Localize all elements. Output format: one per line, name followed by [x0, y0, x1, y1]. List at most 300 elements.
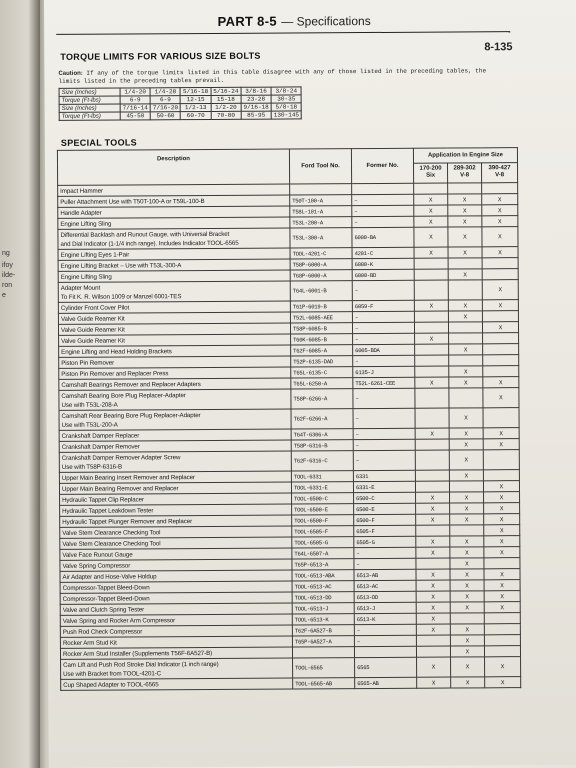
- size-289-302-mark: [449, 388, 483, 408]
- torque-cell: 1/4-28: [150, 88, 180, 96]
- size-289-302-mark: X: [448, 194, 482, 205]
- former-number: 6000-BD: [352, 269, 414, 280]
- ford-tool-number: T58P-6266-A: [291, 389, 353, 409]
- size-170-200-mark: [416, 558, 450, 569]
- ford-tool-number: TOOL-6513-K: [292, 614, 354, 625]
- former-number: 6331: [353, 470, 415, 481]
- torque-cell: 45-50: [120, 112, 150, 120]
- size-390-427-mark: X: [484, 602, 520, 613]
- size-170-200-mark: [414, 322, 448, 333]
- tool-description-line: Hydraulic Tappet Leakdown Tester: [62, 506, 154, 515]
- size-289-302-mark: X: [450, 536, 484, 547]
- size-390-427-mark: [483, 344, 519, 355]
- caution-note: [58, 67, 498, 86]
- size-170-200-mark: [416, 525, 450, 536]
- size-170-200-mark: X: [416, 613, 450, 624]
- torque-cell: 70-80: [211, 111, 241, 119]
- left-page-fragment: ifoy: [2, 262, 13, 269]
- torque-cell: 6-9: [120, 96, 150, 104]
- size-289-302-mark: X: [451, 657, 485, 677]
- former-number: –: [353, 355, 415, 366]
- former-number: –: [352, 194, 414, 205]
- size-390-427-mark: X: [484, 514, 520, 525]
- size-289-302-mark: X: [449, 344, 483, 355]
- size-289-302-mark: X: [449, 377, 483, 388]
- size-170-200-mark: [414, 311, 448, 322]
- tool-description-line: Rocker Arm Stud Installer (Supplements T56F-6A527-B): [62, 649, 213, 658]
- size-170-200-mark: X: [416, 492, 450, 503]
- ford-tool-number: [292, 647, 354, 658]
- size-390-427-mark: X: [484, 569, 520, 580]
- size-170-200-mark: [415, 481, 449, 492]
- ford-tool-number: T58P-6085-B: [290, 323, 352, 334]
- size-390-427-mark: [482, 311, 518, 322]
- ford-tool-number: TOOL-6505-F: [292, 526, 354, 537]
- size-col-line2: Six: [426, 173, 436, 180]
- ford-tool-number: T58L-101-A: [290, 206, 352, 217]
- torque-cell: 1/4-20: [120, 88, 150, 96]
- tool-description-line: Engine Lifting Bracket – Use with T53L-300-A: [60, 261, 182, 270]
- size-289-302-mark: [448, 258, 482, 269]
- size-170-200-mark: [414, 183, 448, 194]
- size-390-427-mark: X: [485, 657, 521, 677]
- table-row: [59, 388, 519, 411]
- size-289-302-mark: [449, 333, 483, 344]
- size-390-427-mark: X: [482, 216, 518, 227]
- size-390-427-mark: X: [482, 247, 518, 258]
- tool-description-line: Cylinder Front Cover Pilot: [60, 303, 130, 312]
- torque-cell: 50-60: [150, 112, 180, 120]
- former-number: –: [353, 388, 415, 408]
- tool-description-line: Valve Stem Clearance Checking Tool: [62, 528, 161, 537]
- size-390-427-mark: X: [483, 377, 519, 388]
- size-390-427-mark: X: [483, 428, 519, 439]
- former-number: 6513-K: [354, 613, 416, 624]
- torque-cell: 12-15: [181, 95, 211, 103]
- former-number: 6505-G: [354, 536, 416, 547]
- former-number: 6565: [355, 657, 417, 677]
- former-number: 4201-C: [352, 247, 414, 258]
- ford-tool-number: T52P-6135-DAD: [291, 356, 353, 367]
- size-390-427-mark: X: [484, 580, 520, 591]
- ford-tool-number: TOOL-6565: [293, 658, 355, 678]
- size-170-200-mark: X: [415, 428, 449, 439]
- ford-tool-number: TOOL-6331-E: [291, 482, 353, 493]
- former-number: –: [354, 558, 416, 569]
- special-tools-table: [57, 147, 521, 691]
- tool-description-line: Valve Guide Reamer Kit: [60, 315, 125, 323]
- page-header: [44, 11, 544, 32]
- ford-tool-number: T62F-6085-A: [291, 345, 353, 356]
- size-col-line2: V-8: [495, 172, 505, 179]
- size-390-427-mark: [484, 558, 520, 569]
- size-390-427-mark: X: [482, 205, 518, 216]
- ford-tool-number: T64L-6507-A: [292, 548, 354, 559]
- ford-tool-number: TOOL-6513-J: [292, 603, 354, 614]
- table-row: [59, 450, 519, 473]
- size-289-302-mark: [448, 183, 482, 194]
- torque-cell: 1/2-13: [181, 103, 211, 111]
- size-289-302-mark: X: [449, 408, 483, 428]
- ford-tool-number: TOOL-6500-E: [292, 504, 354, 515]
- tool-description-line: Use with T58P-6316-B: [61, 463, 123, 471]
- ford-tool-number: TOOL-6513-ABA: [292, 570, 354, 581]
- tool-description-line: Piston Pin Remover and Replacer Press: [61, 369, 169, 378]
- former-number: 6500-F: [354, 514, 416, 525]
- ford-tool-number: T58P-6316-B: [291, 440, 353, 451]
- tool-description: [59, 409, 291, 430]
- former-number: –: [353, 333, 415, 344]
- tool-description: [59, 389, 291, 410]
- size-170-200-mark: X: [416, 536, 450, 547]
- former-number: 6513-DD: [354, 591, 416, 602]
- tool-description-line: Valve Face Runout Gauge: [62, 550, 133, 559]
- ford-tool-number: TOOL-6331: [291, 471, 353, 482]
- tool-description-line: Differential Backlash and Runout Gauge, with Universal Bracket: [60, 230, 230, 239]
- size-289-302-mark: X: [449, 439, 483, 450]
- tool-description-line: Impact Hammer: [60, 187, 103, 195]
- size-289-302-mark: [448, 280, 482, 300]
- caution-text: If any of the torque limits listed in this table disagree with any of those listed in the preceding tables, the limits listed in the preceding tables prevail.: [58, 67, 487, 85]
- torque-row-label: Size (Inches): [59, 88, 120, 96]
- size-390-427-mark: X: [482, 322, 518, 333]
- size-col-line2: V-8: [460, 172, 470, 179]
- size-390-427-mark: [483, 450, 519, 470]
- tool-description-line: Engine Lifting and Head Holding Brackets: [61, 347, 172, 356]
- size-289-302-mark: X: [448, 216, 482, 227]
- tool-description-line: Use with Bracket from TOOL-4201-C: [63, 669, 162, 678]
- torque-cell: 5/16-24: [211, 87, 241, 95]
- former-number: –: [352, 311, 414, 322]
- size-390-427-mark: X: [484, 536, 520, 547]
- former-number: 6565-AB: [355, 677, 417, 688]
- size-289-302-mark: [450, 525, 484, 536]
- size-390-427-mark: [483, 355, 519, 366]
- ford-tool-number: TOOL-6565-AB: [293, 678, 355, 689]
- torque-row: [59, 111, 301, 120]
- tool-description-line: To Fit K. R. Wilson 1009 or Manzel 6001-TES: [60, 292, 182, 301]
- size-170-200-mark: [415, 439, 449, 450]
- size-390-427-mark: [483, 366, 519, 377]
- tool-description-line: Engine Lifting Eyes 1-Pair: [60, 250, 130, 259]
- former-number: –: [353, 450, 415, 470]
- former-number: –: [353, 428, 415, 439]
- col-ford-header: Ford Tool No.: [289, 149, 351, 184]
- size-390-427-mark: [484, 613, 520, 624]
- torque-row-label: Size (Inches): [59, 104, 120, 112]
- size-170-200-mark: X: [416, 602, 450, 613]
- size-col-line1: 170-200: [419, 165, 442, 173]
- left-page-fragment: ilde-: [2, 272, 16, 279]
- table-row: [59, 408, 519, 431]
- tool-description-line: and Dial Indicator (1-1/4 inch range). Includes Indicator TOOL-6565: [60, 239, 239, 248]
- ford-tool-number: TOOL-6513-DD: [292, 592, 354, 603]
- tool-description: [61, 678, 293, 690]
- size-390-427-mark: X: [482, 280, 518, 300]
- tool-description-line: Puller Attachment Use with T50T-100-A or T59L-100-B: [60, 197, 205, 206]
- torque-cell: 85-95: [241, 111, 271, 119]
- size-col-header: [482, 162, 518, 182]
- torque-cell: 9/16-18: [241, 103, 271, 111]
- ford-tool-number: TOOL-4201-C: [290, 248, 352, 259]
- former-number: 6059-F: [352, 300, 414, 311]
- size-390-427-mark: [482, 269, 518, 280]
- size-170-200-mark: X: [414, 300, 448, 311]
- former-number: 6135-J: [353, 366, 415, 377]
- size-289-302-mark: [448, 322, 482, 333]
- ford-tool-number: T64L-6001-B: [290, 281, 352, 301]
- former-number: 6000-BA: [352, 227, 414, 247]
- left-page-fragment: ng: [2, 250, 10, 257]
- ford-tool-number: T53L-200-A: [290, 217, 352, 228]
- size-390-427-mark: X: [485, 677, 521, 688]
- size-289-302-mark: X: [450, 635, 484, 646]
- size-390-427-mark: X: [484, 547, 520, 558]
- ford-tool-number: T62F-6266-A: [291, 409, 353, 429]
- table-row: [61, 657, 521, 680]
- size-170-200-mark: [415, 450, 449, 470]
- size-col-line1: 289-302: [453, 165, 476, 172]
- size-170-200-mark: X: [416, 580, 450, 591]
- size-289-302-mark: X: [450, 569, 484, 580]
- size-390-427-mark: X: [484, 492, 520, 503]
- size-col-header: [414, 163, 448, 183]
- size-289-302-mark: X: [450, 602, 484, 613]
- tool-description: [59, 451, 291, 472]
- tool-description-line: Compressor-Tappet Bleed-Down: [62, 583, 150, 592]
- size-289-302-mark: X: [448, 269, 482, 280]
- col-application-header: Application In Engine Size: [413, 148, 517, 163]
- tool-description-line: Camshaft Rear Bearing Bore Plug Replacer-Adapter: [61, 411, 201, 420]
- former-number: 6500-E: [354, 503, 416, 514]
- size-289-302-mark: [450, 613, 484, 624]
- size-289-302-mark: X: [448, 247, 482, 258]
- size-390-427-mark: [484, 646, 520, 657]
- ford-tool-number: T64T-6306-A: [291, 429, 353, 440]
- former-number: 6513-AC: [354, 580, 416, 591]
- tool-description-line: Upper Main Bearing Remover and Replacer: [61, 484, 179, 493]
- left-page-fragment: ron: [2, 282, 13, 289]
- former-number: 6505-F: [354, 525, 416, 536]
- size-289-302-mark: X: [450, 492, 484, 503]
- former-number: –: [352, 280, 414, 300]
- tool-description-line: Use with T53L-200-A: [61, 421, 118, 429]
- left-page-edge: [0, 0, 40, 768]
- ford-tool-number: TOOL-6505-G: [292, 537, 354, 548]
- size-289-302-mark: X: [450, 503, 484, 514]
- size-170-200-mark: X: [414, 247, 448, 258]
- former-number: 6005-BDA: [353, 344, 415, 355]
- size-289-302-mark: X: [451, 677, 485, 688]
- size-170-200-mark: X: [416, 591, 450, 602]
- size-170-200-mark: X: [416, 569, 450, 580]
- size-390-427-mark: X: [483, 481, 519, 492]
- size-289-302-mark: X: [450, 624, 484, 635]
- size-170-200-mark: [415, 408, 449, 428]
- size-289-302-mark: X: [449, 366, 483, 377]
- size-390-427-mark: X: [484, 503, 520, 514]
- size-170-200-mark: [415, 344, 449, 355]
- torque-cell: 130-145: [271, 111, 301, 119]
- tool-description-line: Cup Shaped Adapter to TOOL-6565: [63, 680, 159, 689]
- ford-tool-number: T58P-6000-A: [290, 259, 352, 270]
- col-description-header: Description: [57, 149, 289, 185]
- tool-description-line: Cam Lift and Push Rod Stroke Dial Indicator (1 inch range): [63, 660, 219, 669]
- size-170-200-mark: X: [416, 547, 450, 558]
- torque-cell: 3/8-16: [241, 87, 271, 95]
- tool-description: [58, 228, 290, 249]
- size-289-302-mark: X: [448, 205, 482, 216]
- torque-row-label: Torque (Ft-lbs): [59, 112, 120, 120]
- ford-tool-number: T65P-6A527-A: [292, 636, 354, 647]
- size-390-427-mark: [484, 635, 520, 646]
- torque-cell: 6-9: [150, 96, 180, 104]
- ford-tool-number: T68P-6000-A: [290, 270, 352, 281]
- caution-label: Caution:: [58, 70, 83, 77]
- size-390-427-mark: [483, 333, 519, 344]
- torque-table: [59, 86, 303, 120]
- size-289-302-mark: X: [450, 580, 484, 591]
- size-170-200-mark: [414, 258, 448, 269]
- former-number: –: [353, 439, 415, 450]
- former-number: T52L-6261-CEE: [353, 377, 415, 388]
- tool-description-line: Hydraulic Tappet Clip Replacer: [62, 495, 144, 504]
- former-number: 6331-E: [353, 481, 415, 492]
- tool-description: [58, 281, 290, 302]
- torque-cell: 60-70: [181, 111, 211, 119]
- torque-cell: 23-28: [241, 95, 271, 103]
- tool-description-line: Valve and Clutch Spring Tester: [62, 605, 145, 614]
- ford-tool-number: T52L-6085-AEE: [290, 312, 352, 323]
- size-170-200-mark: X: [414, 194, 448, 205]
- ford-tool-number: T60K-6085-B: [291, 334, 353, 345]
- header-rule: [56, 31, 510, 35]
- ford-tool-number: T53L-300-A: [290, 228, 352, 248]
- torque-section-title: TORQUE LIMITS FOR VARIOUS SIZE BOLTS: [60, 50, 261, 62]
- size-390-427-mark: X: [483, 388, 519, 408]
- ford-tool-number: T62F-6A527-B: [292, 625, 354, 636]
- size-390-427-mark: X: [484, 525, 520, 536]
- former-number: 6513-J: [354, 602, 416, 613]
- section-title: — Specifications: [281, 14, 371, 29]
- table-row: [58, 280, 518, 303]
- tool-description-line: Adapter Mount: [60, 284, 101, 292]
- tool-description-line: Engine Lifting Sling: [60, 273, 112, 281]
- tool-description-line: Valve Spring and Rocker Arm Compressor: [62, 616, 176, 625]
- part-label: PART 8-5: [217, 13, 277, 29]
- torque-cell: 15-18: [211, 95, 241, 103]
- tools-table-body: [58, 183, 521, 691]
- size-170-200-mark: X: [415, 377, 449, 388]
- torque-cell: 5/8-18: [271, 103, 301, 111]
- ford-tool-number: TOOL-6513-AC: [292, 581, 354, 592]
- size-170-200-mark: X: [414, 205, 448, 216]
- tool-description-line: Push Rod Check Compressor: [62, 627, 143, 636]
- tool-description-line: Crankshaft Damper Remover: [61, 442, 140, 451]
- ford-tool-number: [290, 184, 352, 195]
- former-number: [354, 646, 416, 657]
- ford-tool-number: T65P-6513-A: [292, 559, 354, 570]
- size-170-200-mark: X: [416, 624, 450, 635]
- size-289-302-mark: X: [450, 558, 484, 569]
- size-170-200-mark: [416, 635, 450, 646]
- ford-tool-number: TOOL-6500-F: [292, 515, 354, 526]
- size-170-200-mark: X: [417, 657, 451, 677]
- tool-description-line: Camshaft Bearing Bore Plug Replacer-Adapter: [61, 391, 186, 400]
- ford-tool-number: T65L-6250-A: [291, 378, 353, 389]
- size-390-427-mark: X: [482, 300, 518, 311]
- size-170-200-mark: [414, 269, 448, 280]
- size-289-302-mark: X: [449, 428, 483, 439]
- size-289-302-mark: X: [450, 646, 484, 657]
- size-170-200-mark: [415, 388, 449, 408]
- torque-row-label: Torque (Ft-lbs): [59, 96, 120, 104]
- former-number: –: [352, 216, 414, 227]
- size-289-302-mark: X: [448, 227, 482, 247]
- torque-cell: 3/8-24: [271, 87, 301, 95]
- page-number: 8-135: [484, 41, 513, 54]
- former-number: 6000-K: [352, 258, 414, 269]
- size-289-302-mark: X: [448, 311, 482, 322]
- size-170-200-mark: X: [414, 227, 448, 247]
- size-170-200-mark: X: [415, 333, 449, 344]
- torque-cell: 1/2-20: [211, 103, 241, 111]
- left-page-fragment: e: [2, 292, 6, 299]
- size-170-200-mark: [416, 646, 450, 657]
- size-289-302-mark: [449, 355, 483, 366]
- former-number: –: [352, 205, 414, 216]
- tool-description-line: Use with T53L-208-A: [61, 401, 118, 409]
- tool-description-line: Compressor-Tappet Bleed-Down: [62, 594, 150, 603]
- former-number: –: [354, 547, 416, 558]
- ford-tool-number: TOOL-6500-C: [292, 493, 354, 504]
- manual-page: [44, 0, 576, 768]
- size-col-line1: 390-427: [488, 165, 511, 172]
- size-170-200-mark: X: [416, 514, 450, 525]
- size-289-302-mark: X: [448, 300, 482, 311]
- size-289-302-mark: X: [450, 591, 484, 602]
- size-289-302-mark: X: [449, 470, 483, 481]
- tool-description-line: Crankshaft Damper Replacer: [61, 431, 140, 440]
- former-number: [352, 183, 414, 194]
- tool-description-line: Engine Lifting Sling: [60, 220, 112, 228]
- size-col-header: [448, 163, 482, 183]
- size-390-427-mark: [483, 408, 519, 428]
- tool-description-line: Rocker Arm Stud Kit: [62, 639, 117, 647]
- former-number: –: [354, 635, 416, 646]
- tool-description-line: Air Adapter and Hose-Valve Holdup: [62, 572, 157, 581]
- size-390-427-mark: X: [482, 194, 518, 205]
- tool-description-line: Valve Guide Reamer Kit: [60, 326, 125, 334]
- tool-description-line: Hydraulic Tappet Plunger Remover and Replacer: [62, 517, 193, 526]
- size-170-200-mark: [415, 366, 449, 377]
- size-390-427-mark: X: [484, 591, 520, 602]
- size-390-427-mark: [484, 624, 520, 635]
- size-390-427-mark: [483, 470, 519, 481]
- tool-description-line: Upper Main Bearing Insert Remover and Replacer: [61, 473, 195, 482]
- table-row: [61, 677, 521, 691]
- former-number: –: [353, 408, 415, 428]
- size-390-427-mark: X: [482, 227, 518, 247]
- tool-description-line: Valve Stem Clearance Checking Tool: [62, 539, 161, 548]
- size-170-200-mark: [415, 470, 449, 481]
- size-390-427-mark: X: [483, 439, 519, 450]
- former-number: 6513-AB: [354, 569, 416, 580]
- size-390-427-mark: [482, 258, 518, 269]
- table-row: [58, 227, 518, 250]
- torque-cell: 5/16-18: [180, 87, 210, 95]
- size-289-302-mark: X: [450, 514, 484, 525]
